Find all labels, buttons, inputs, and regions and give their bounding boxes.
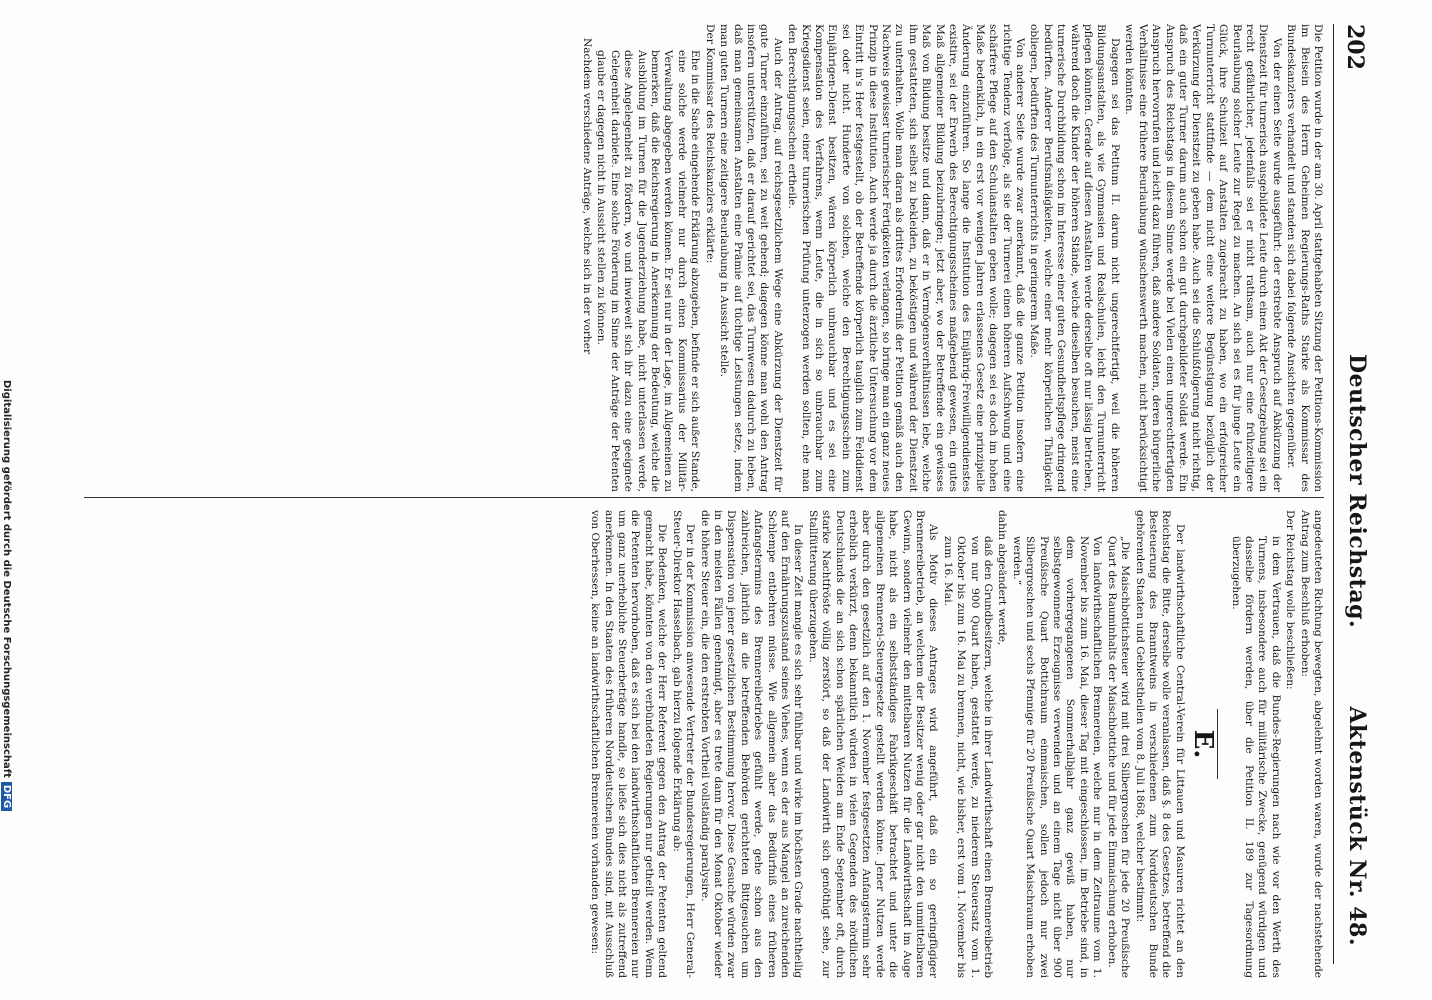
right-column <box>84 510 1324 978</box>
section-letter: E. <box>1188 729 1219 759</box>
law-quote: „Die Maischbottichsteuer wird mit drei Silbergroschen für jede 20 Preußische Quart des Rauminhalts der Maischbottiche und für jede Einmaischung erhoben. <box>1105 536 1132 978</box>
digitization-credit <box>1 380 12 811</box>
paragraph: Dagegen sei das Petitum II. darum nicht ungerechtfertigt, weil die höheren Bildungsanstalten, als wie Gymnasien und Realschulen, leicht den Turnunterricht pflegen könnten. Gerade auf diesen Anstalten werde derselbe oft nur lässig betrieben, während doch die Kinder der höheren Stände, welche dieselben besuchen, meist eine turnerische Durchbildung schon im Interesse einer guten Gesundheitspflege dringend bedürften. Anderer Berufsmäßigkeiten, welche einer mehr körperlichen Thätigkeit obliegen, bedürften des Turnunterrichts in geringerem Maße. <box>1028 24 1121 492</box>
page-header <box>1333 24 1374 964</box>
paragraph: In dieser Zeit mangle es sich sehr fühlbar und wirke im höchsten Grade nachtheilig auf den Ernährungszustand seines Viehes, wenn es der aus Mangel an zureichenden Schlempe entbehren müsse. Wie allgemein aber das Bedürfniß eines früheren Anfangstermins des Brennereibetriebes gefühlt werde, gehe schon aus den zahlreichen, jährlich an die betreffenden Behörden gerichteten Bittgesuchen um Dispensation von jener gesetzlichen Bestimmung hervor. Diese Gesuche würden zwar in den meisten Fällen genehmigt, aber es trete dann für den Monat Oktober wieder die höhere Steuer ein, die den erstrebten Vortheil vollständig paralysire. <box>698 510 805 978</box>
document-label: Aktenstück Nr. 48. <box>1344 706 1370 946</box>
paragraph: Der landwirthschaftliche Central-Verein für Littauen und Masuren richtet an den Reichstag die Bitte, derselbe wolle veranlassen, daß §. 8 des Gesetzes, betreffend die Besteuerung des Branntweins in verschiedenen zum Norddeutschen Bunde gehörenden Staaten und Gebietstheilen vom 8. Juli 1868, welcher bestimmt: <box>1133 510 1186 978</box>
paragraph: Der Kommissar des Reichskanzlers erklärte: <box>703 24 716 264</box>
paragraph: dahin abgeändert werde, <box>996 510 1009 646</box>
paragraph: Als Motiv dieses Antrages wird angeführt, daß ein so geringfügiger Brennereibetrieb, an welchem der Besitzer wenig oder gar nicht den unmittelbaren Gewinn, sondern vielmehr den mittelbaren Nutzen für die Landwirthschaft im Auge habe, nicht als ein selbstständiges Fabrikgeschäft betrachtet und unter die allgemeinen Brennerei-Steuergesetze gestellt werden könne. Jener Nutzen werde aber durch den gesetzlich auf den 1. November festgesetzten Anfangstermin sehr erheblich verkürzt, denn bekanntlich würden in vielen Gegenden des nördlichen Deutschlands die an sich schon spärlichen Weiden am Ende September oft, durch starke Nachtfröste völlig zerstört, so daß der Landwirth sich genöthigt sehe, zur Stallfütterung überzugehen. <box>806 510 940 978</box>
paragraph: Ehe in die Sache eingehende Erklärung abzugeben, befinde er sich außer Stande, eine solche werde vielmehr nur durch einen Kommissarius der Militär-Verwaltung abgegeben werden können. Er sei nur in der Lage, im Allgemeinen zu bemerken, daß die Reichsregierung in Anerkennung der Bedeutung, welche die Ausbildung im Turnen für die Jugenderziehung habe, nicht unterlassen werde, diese Angelegenheit zu fördern, wo und inwieweit sich ihr dazu eine geeignete Gelegenheit darbiete. Eine solche Förderung im Sinne der Anträge der Petenten glaube er dagegen nicht in Aussicht stellen zu können. <box>595 50 702 492</box>
paragraph: Nachdem verschiedene Anträge, welche sich in der vorher <box>581 38 594 355</box>
paragraph: Von anderer Seite wurde zwar anerkannt, daß die ganze Petition insofern eine richtige Tendenz verfolge, als sie der Turnerei einen höheren Aufschwung und eine schärfere Pflege auf den Schulanstalten geben wolle; dagegen sei es doch im hohen Maße bedenklich, in ein erst vor wenigen Jahren erlassenes Gesetz eine prinzipielle Änderung einzuführen. So lange die Institution des Einjährig-Freiwilligendienstes existire, sei der Erwerb des Berechtigungsscheines maßgebend gewesen, ein gutes Maß allgemeiner Bildung beizubringen; jetzt aber, wo der Betreffende ein gewisses Maß von Bildung besitze und dann, daß er in Vermögensverhältnissen lebe, welche ihm gestatteten, sich selbst zu bekleiden, zu beköstigen und während der Dienstzeit zu unterhalten. Wolle man daran als drittes Erforderniß der Petition gemäß auch den Nachweis gewisser turnerischer Fertigkeiten verlangen, so bringe man ein ganz neues Prinzip in diese Institution. Auch werde ja durch die ärztliche Untersuchung vor dem Eintritt in's Heer festgestellt, ob der Betreffende körperlich tauglich zum Felddienst sei oder nicht. Hunderte von solchen, welche den Berechtigungsschein zum Einjährigen-Dienst besitzen, wären körperlich unbrauchbar und es sei eine Kompensation des Verfahrens, wenn Leute, die in sich so unbrauchbar zum Kriegsdienst seien, einer turnerischen Prüfung unterzogen werden sollten, ehe man den Berechtigungsschein ertheile. <box>786 24 1027 492</box>
law-quote: Von landwirthschaftlichen Brennereien, welche nur in dem Zeitraume vom 1. November bis zum 16. Mai, dieser Tag mit eingeschlossen, im Betriebe sind, in dem vorhergegangenen Sommerhalbjahr ganz gewiß haben, nur selbstgewonnene Erzeugnisse verwenden und an einem Tage nicht über 900 Preußische Quart Bottichraum einmaischen, sollen jedoch nur zwei Silbergroschen und sechs Pfennige für 20 Preußische Quart Maischraum erhoben werden.“ <box>1010 536 1104 978</box>
paragraph: angedeuteten Richtung bewegten, abgelehnt worden waren, wurde der nachstehende Antrag zum Beschluß erhoben: <box>1298 510 1324 978</box>
page-number: 202 <box>1342 24 1368 70</box>
column-divider <box>84 497 1324 498</box>
paragraph: Die Petition wurde in der am 30. April stattgehabten Sitzung der Petitions-Kommission im Beisein des Herrn Geheimen Regierungs-Raths Starke als Kommissar des Bundeskanzlers verhandelt und standen sich dabei folgende Ansichten gegenüber. <box>1285 24 1324 492</box>
publication-title: Deutscher Reichstag. <box>1344 354 1370 629</box>
resolution-quote: in dem Vertrauen, daß die Bundes-Regierungen nach wie vor den Werth des Turnens, insbesondere auch für militärische Zwecke, genügend würdigen und dasselbe fördern werden, über die Petition II. 189 zur Tagesordnung überzugehen. <box>1229 536 1282 978</box>
dfg-logo: DFG <box>1 782 12 811</box>
credit-text: Digitalisierung gefördert durch die Deutsche Forschungsgemeinschaft <box>1 380 12 778</box>
paragraph: Der in der Kommission anwesende Vertreter der Bundesregierungen, Herr General-Steuer-Direktor Hasselbach, gab hierzu folgende Erklärung ab: <box>670 510 697 978</box>
paragraph: daß den Grundbesitzern, welche in ihrer Landwirthschaft einen Brennereibetrieb von nur 900 Quart haben, gestattet werde, zu niederem Steuersatz vom 1. Oktober bis zum 16. Mai zu brennen, nicht, wie bisher, erst vom 1. November bis zum 16. Mai. <box>941 536 995 978</box>
paragraph: Von der einen Seite wurde ausgeführt: der erstrebte Anspruch auf Abkürzung der Dienstzeit für turnerisch ausgebildete Leute durch einen Akt der Gesetzgebung sei ein recht gefährlicher, jedenfalls sei er nicht rathsam, auch nur eine frühzeitigere Beurlaubung solcher Leute zur Regel zu machen. An sich sei es für junge Leute ein Glück, ihre Schulzeit auf Anstalten zugebracht zu haben, wo ein erfolgreicher Turnunterricht stattfinde — dem nicht eine weitere Begünstigung bezüglich der Verkürzung der Dienstzeit zu geben habe. Auch sei die Schlußfolgerung nicht richtig, daß ein guter Turner darum auch schon ein gut durchgebildeter Soldat werde. Ein Anspruch des Reichstags in diesem Sinne werde bei Vielen einen ungerechtfertigten Anspruch hervorrufen und leicht dazu führen, daß andere Soldaten, deren bürgerliche Verhältnisse eine frühere Beurlaubung wünschenswerth machen, nicht berücksichtigt werden könnten. <box>1123 24 1283 492</box>
paragraph: Der Reichstag wolle beschließen: <box>1284 510 1297 690</box>
paragraph: Die Bedenken, welche der Herr Referent gegen den Antrag der Petenten geltend gemacht habe, könnten von den verbündeten Regierungen nur getheilt werden. Wenn die Petenten hervorhoben, daß es sich bei den landwirthschaftlichen Brennereien nur um ganz unerhebliche Steuerbeträge handle, so ließe sich dies nicht als zutreffend anerkennen. In den Staaten des früheren Norddeutschen Bundes sind, mit Ausschluß von Oberhessen, keine an landwirthschaftlichen Brennereien vorhanden gewesen: <box>589 510 669 978</box>
paragraph: Auch der Antrag, auf reichsgesetzlichem Wege eine Abkürzung der Dienstzeit für gute Turner einzuführen, sei zu weit gehend; dagegen könne man wohl den Antrag insofern unterstützen, daß er darauf gerichtet sei, das Turnwesen dadurch zu heben, daß man gemeinsamen Anstalten eine Prämie auf tüchtige Leistungen setze, indem man guten Turnern eine zeitigere Beurlaubung in Aussicht stelle. <box>718 24 784 492</box>
left-column <box>84 24 1324 492</box>
